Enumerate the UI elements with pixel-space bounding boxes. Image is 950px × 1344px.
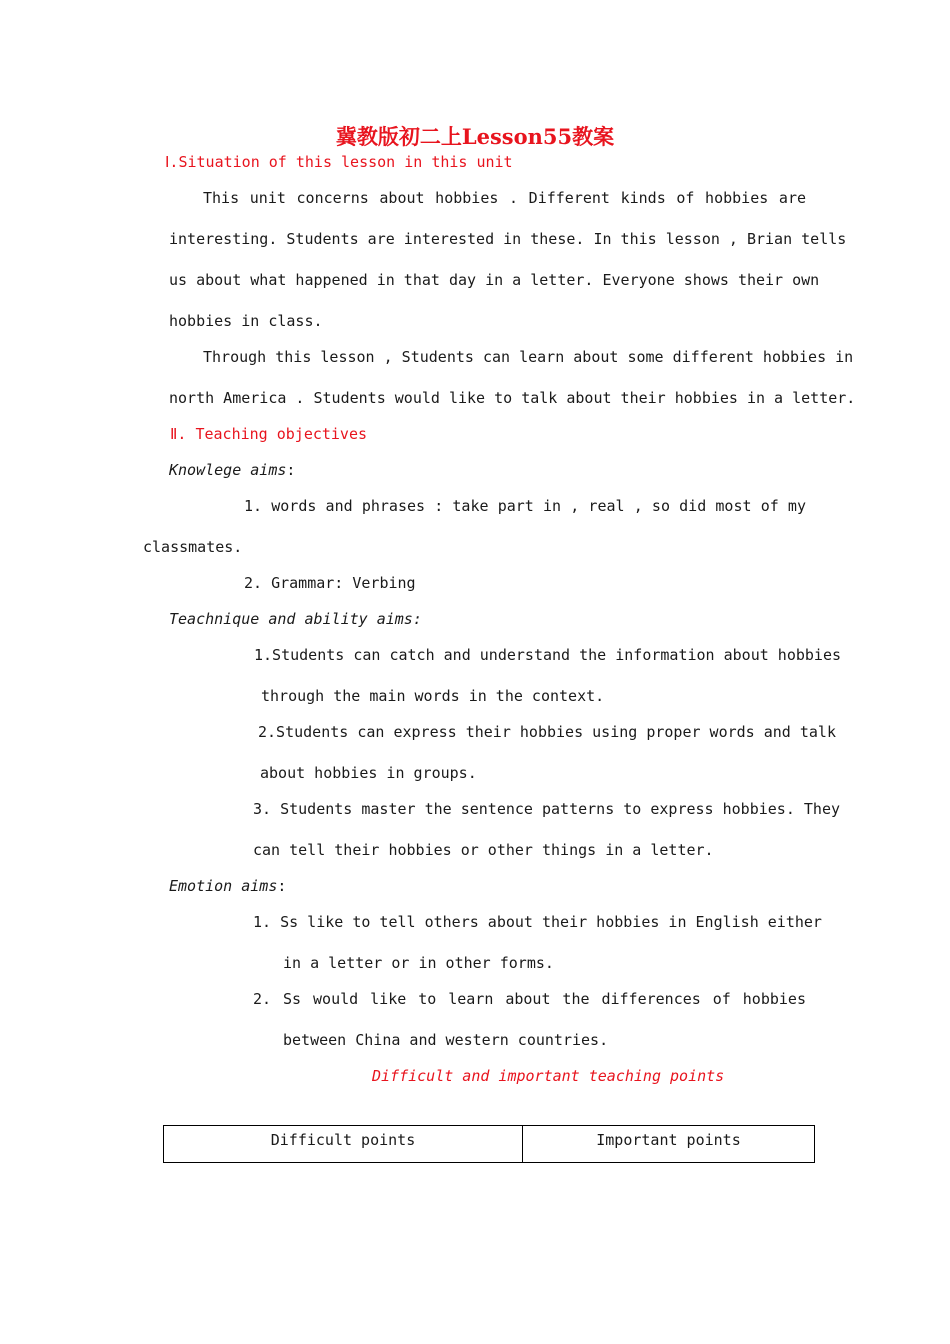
knowledge-item-2: 2. Grammar: Verbing [244, 574, 416, 592]
technique-item-3-line2: can tell their hobbies or other things in a letter. [253, 841, 714, 859]
section-1-para1-line2: interesting. Students are interested in these. In this lesson , Brian tells [169, 230, 847, 248]
section-1-para1-line1: This unit concerns about hobbies . Different kinds of hobbies are [203, 189, 806, 207]
emotion-item-1-line1: 1. Ss like to tell others about their hobbies in English either [253, 913, 822, 931]
knowledge-aims-label: Knowlege aims: [169, 461, 296, 479]
teaching-points-heading: Difficult and important teaching points [372, 1067, 725, 1085]
emotion-item-2-line2: between China and western countries. [283, 1031, 609, 1049]
technique-aims-label: Teachnique and ability aims: [169, 610, 422, 628]
technique-item-2-line2: about hobbies in groups. [260, 764, 477, 782]
emotion-item-2-line1: 2. Ss would like to learn about the differences of hobbies [253, 990, 806, 1008]
knowledge-item-1-line1: 1. words and phrases : take part in , real , so did most of my [244, 497, 806, 515]
teaching-points-table [163, 1125, 815, 1163]
section-1-para1-line3: us about what happened in that day in a letter. Everyone shows their own [169, 271, 820, 289]
section-1-para1-line4: hobbies in class. [169, 312, 323, 330]
emotion-aims-label: Emotion aims: [169, 877, 287, 895]
section-1-heading: Ⅰ.Situation of this lesson in this unit [165, 153, 513, 171]
technique-item-3-line1: 3. Students master the sentence patterns to express hobbies. They [253, 800, 840, 818]
knowledge-item-1-line2: classmates. [143, 538, 243, 556]
technique-item-1-line2: through the main words in the context. [261, 687, 605, 705]
important-points-header: Important points [523, 1126, 815, 1163]
section-2-heading: Ⅱ. Teaching objectives [170, 425, 368, 443]
page-title: 冀教版初二上Lesson55教案 [335, 124, 615, 149]
technique-item-2-line1: 2.Students can express their hobbies using proper words and talk [258, 723, 836, 741]
table-row [164, 1126, 815, 1163]
section-1-para2-line1: Through this lesson , Students can learn about some different hobbies in [203, 348, 854, 366]
technique-item-1-line1: 1.Students can catch and understand the information about hobbies [254, 646, 841, 664]
emotion-item-1-line2: in a letter or in other forms. [283, 954, 554, 972]
difficult-points-header: Difficult points [164, 1126, 523, 1163]
section-1-para2-line2: north America . Students would like to talk about their hobbies in a letter. [169, 389, 856, 407]
